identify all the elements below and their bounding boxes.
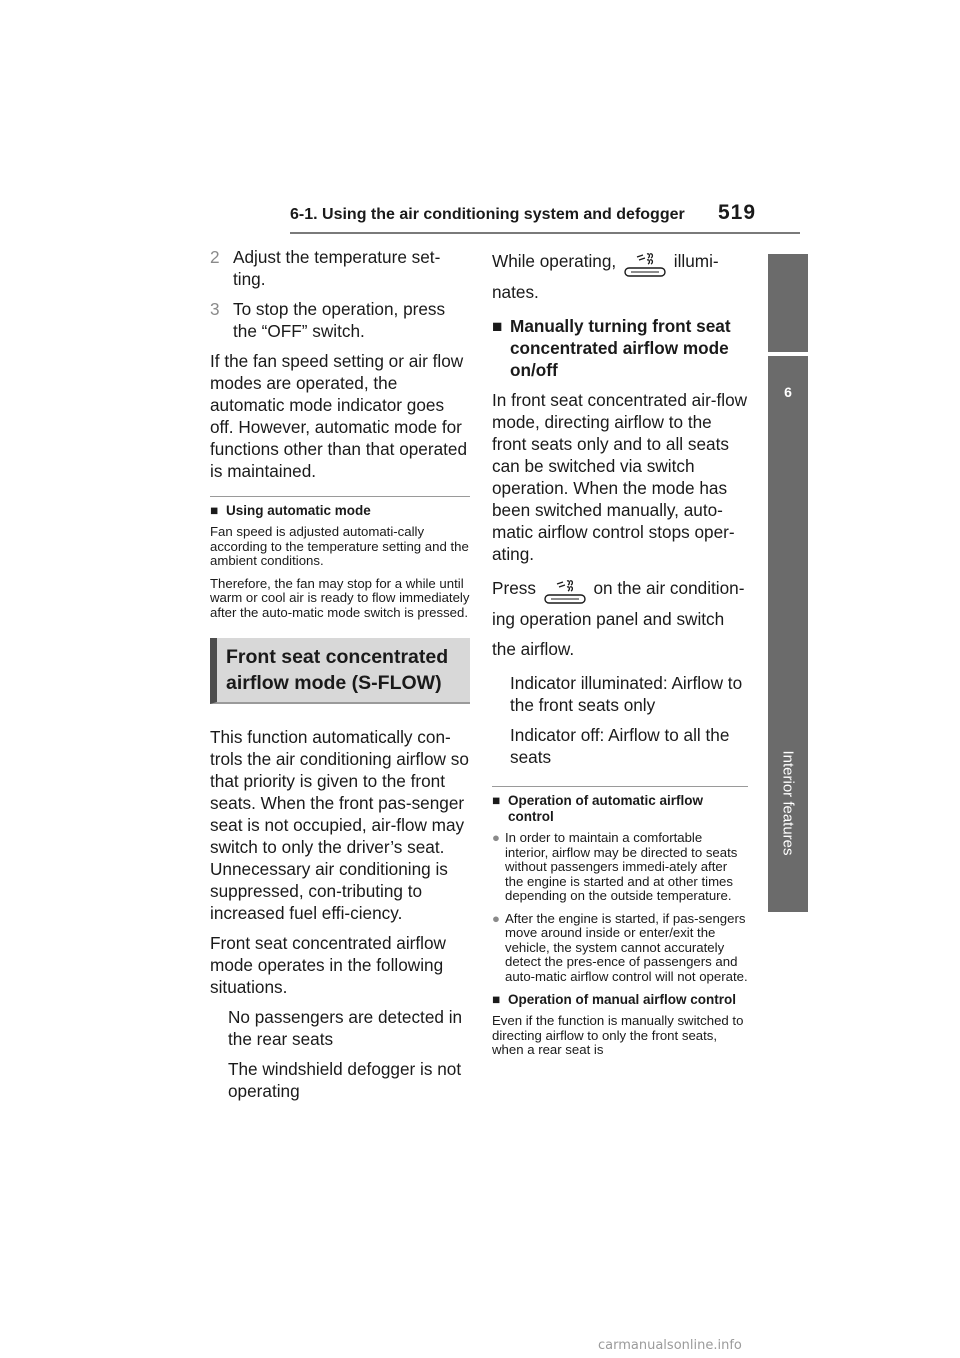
note-heading-text: Operation of manual airflow control: [508, 992, 737, 1007]
circle-bullet-icon: ●: [492, 830, 500, 845]
press-text: Press: [492, 578, 536, 598]
fan-speed-paragraph: If the fan speed setting or air flow modes are operated, the automatic mode indicator goes off. However, automatic mode for functions other than that operated is maintained.: [210, 351, 468, 481]
chapter-label: Interior features: [779, 750, 797, 856]
note-paragraph: Therefore, the fan may stop for a while until warm or cool air is ready to flow immediately after the auto-matic mode switch is pressed.: [210, 575, 470, 620]
step-text: To stop the operation, press the “OFF” switch.: [233, 299, 446, 341]
note-bullet: [492, 912, 748, 985]
square-marker-icon: ■: [492, 793, 501, 808]
section-title-box: [210, 638, 470, 704]
side-tab-separator: [768, 352, 808, 356]
list-item-text: No passengers are detected in the rear seats: [228, 1007, 463, 1049]
operates-paragraph: Front seat concentrated airflow mode operates in the following situations.: [210, 933, 446, 997]
note-heading-text: Operation of automatic airflow control: [508, 793, 704, 824]
list-item: [492, 672, 748, 716]
note-divider: [492, 786, 748, 787]
section-title: Front seat concentrated airflow mode (S-FLOW): [226, 646, 449, 694]
while-operating-paragraph: [492, 246, 748, 307]
step-number: 3: [210, 299, 220, 319]
header-rule: [290, 232, 800, 234]
note-heading: [492, 992, 748, 1008]
note-bullet-text: In order to maintain a comfortable interior, airflow may be directed to seats without passengers immedi-ately after the engine is started and at other times depending on the outside temperature.: [505, 830, 738, 903]
subheading-text: Manually turning front seat concentrated airflow mode on/off: [510, 316, 731, 380]
circle-bullet-icon: ●: [492, 910, 500, 926]
square-marker-icon: ■: [492, 316, 503, 336]
list-item: [210, 1058, 470, 1102]
while-operating-text: While operating,: [492, 251, 617, 271]
list-item-text: Indicator illuminated: Airflow to the front seats only: [510, 673, 743, 715]
while-operating-text-end: illumi-nates.: [492, 251, 719, 302]
press-paragraph: [492, 573, 748, 664]
bullet-icon: [210, 1058, 228, 1102]
note-heading-text: Using automatic mode: [226, 503, 371, 518]
list-item: [210, 1006, 470, 1050]
page-number: 519: [718, 201, 757, 224]
note-divider: [210, 496, 470, 497]
note-heading: [210, 503, 470, 519]
s-flow-switch-icon: [623, 251, 667, 277]
note-bullet-text: After the engine is started, if pas-sengers move around inside or enter/exit the vehicle, the system cannot accurately detect the pres-ence of passengers and auto-matic airflow control will not operate.: [505, 910, 748, 984]
step-item: [210, 246, 470, 290]
step-text: Adjust the temperature set-ting.: [233, 247, 441, 289]
note-paragraph: Even if the function is manually switched to directing airflow to only the front seats, when a rear seat is: [492, 1013, 744, 1057]
bullet-icon: [492, 724, 510, 768]
square-marker-icon: ■: [492, 992, 501, 1007]
watermark: carmanualsonline.info: [598, 1338, 742, 1353]
square-marker-icon: ■: [210, 503, 219, 518]
left-column: [210, 246, 470, 1110]
manual-mode-paragraph: In front seat concentrated air-flow mode, directing airflow to the front seats only and to all seats can be switched via switch operation. When the mode has been switched manually, auto-matic airflow control stops oper-ating.: [492, 390, 748, 564]
chapter-number: 6: [784, 384, 792, 400]
list-item: [492, 724, 748, 768]
press-text-end: on the air condition-ing operation panel and switch the airflow.: [492, 578, 745, 659]
function-paragraph: This function automatically con-trols the air conditioning airflow so that priority is given to the front seats. When the front pas-senger seat is not occupied, air-flow may switch to only the driver’s seat. Unnecessary air conditioning is suppressed, con-tributing to increased fuel effi-ciency.: [210, 727, 469, 923]
right-column: [492, 246, 748, 1066]
list-item-text: The windshield defogger is not operating: [228, 1059, 462, 1101]
running-header-title: 6-1. Using the air conditioning system and defogger: [290, 206, 685, 223]
step-number: 2: [210, 247, 220, 267]
note-paragraph: Fan speed is adjusted automati-cally according to the temperature setting and the ambient conditions.: [210, 524, 469, 568]
bullet-icon: [492, 672, 510, 716]
bullet-icon: [210, 1006, 228, 1050]
list-item-text: Indicator off: Airflow to all the seats: [510, 725, 730, 767]
s-flow-switch-icon: [543, 578, 587, 604]
subheading: [492, 315, 748, 381]
note-heading: [492, 793, 748, 825]
note-bullet: [492, 831, 748, 904]
step-item: [210, 298, 470, 342]
